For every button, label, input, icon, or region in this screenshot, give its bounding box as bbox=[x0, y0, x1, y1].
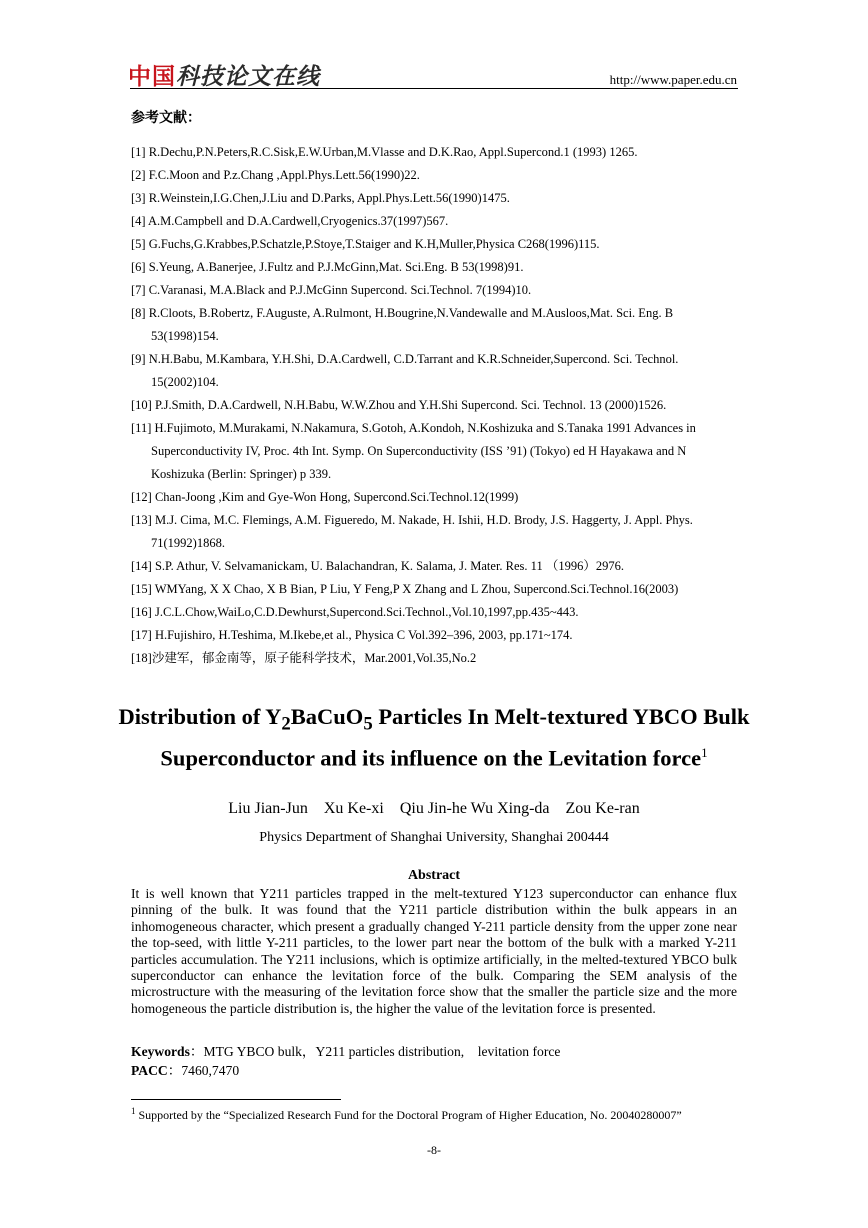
reference-item: [3] R.Weinstein,I.G.Chen,J.Liu and D.Parks, Appl.Phys.Lett.56(1990)1475. bbox=[131, 191, 510, 205]
logo-part1: 中国 bbox=[128, 64, 176, 90]
paper-title bbox=[100, 703, 768, 773]
reference-item: [16] J.C.L.Chow,WaiLo,C.D.Dewhurst,Supercond.Sci.Technol.,Vol.10,1997,pp.435~443. bbox=[131, 605, 579, 619]
abstract-heading: Abstract bbox=[407, 868, 461, 883]
affiliation: Physics Department of Shanghai University, Shanghai 200444 bbox=[259, 830, 609, 845]
pacc-value: 7460,7470 bbox=[181, 1063, 240, 1078]
reference-item: [1] R.Dechu,P.N.Peters,R.C.Sisk,E.W.Urban,M.Vlasse and D.K.Rao, Appl.Supercond.1 (1993) 1265. bbox=[131, 145, 638, 159]
pacc-separator: ： bbox=[167, 1063, 182, 1078]
reference-item: [17] H.Fujishiro, H.Teshima, M.Ikebe,et al., Physica C Vol.392–396, 2003, pp.171~174. bbox=[131, 628, 573, 642]
pacc-label: PACC bbox=[131, 1063, 168, 1078]
title-sub1: 2 bbox=[281, 713, 291, 735]
header-rule bbox=[130, 88, 738, 89]
reference-item: [14] S.P. Athur, V. Selvamanickam, U. Balachandran, K. Salama, J. Mater. Res. 11 （1996）2976. bbox=[131, 559, 624, 573]
reference-item: [15] WMYang, X X Chao, X B Bian, P Liu, Y Feng,P X Zhang and L Zhou, Supercond.Sci.Technol.16(2003) bbox=[131, 582, 679, 596]
reference-item: [8] R.Cloots, B.Robertz, F.Auguste, A.Rulmont, H.Bougrine,N.Vandewalle and M.Ausloos,Mat. Sci. Eng. B 53(1998)154. bbox=[131, 306, 674, 343]
title-footnote-mark: 1 bbox=[701, 745, 708, 760]
logo-part2: 科技论文在线 bbox=[176, 64, 320, 90]
title-part1: Distribution of Y bbox=[118, 704, 282, 729]
reference-item: [10] P.J.Smith, D.A.Cardwell, N.H.Babu, W.W.Zhou and Y.H.Shi Supercond. Sci. Technol. 13 (2000)1526. bbox=[131, 398, 667, 412]
reference-item: [5] G.Fuchs,G.Krabbes,P.Schatzle,P.Stoye,T.Staiger and K.H,Muller,Physica C268(1996)115. bbox=[131, 237, 600, 251]
footnote-text: Supported by the “Specialized Research Fund for the Doctoral Program of Higher Education, No. 20040280007” bbox=[135, 1108, 682, 1122]
keywords-separator: ： bbox=[189, 1044, 204, 1059]
reference-item: [18]沙建军，郁金南等，原子能科学技术，Mar.2001,Vol.35,No.2 bbox=[131, 651, 477, 665]
reference-list bbox=[131, 141, 741, 670]
header-url: http://www.paper.edu.cn bbox=[609, 72, 737, 87]
page-number: -8- bbox=[427, 1143, 441, 1157]
reference-item: [9] N.H.Babu, M.Kambara, Y.H.Shi, D.A.Cardwell, C.D.Tarrant and K.R.Schneider,Supercond. Sci. Technol. 15(2002)104. bbox=[131, 352, 679, 389]
pacc-line bbox=[131, 1059, 239, 1079]
abstract-text: It is well known that Y211 particles trapped in the melt-textured Y123 superconductor can enhance flux pinning of the bulk. It was found that the Y211 particle distribution within the bulk appears in an inhomogeneous character, which present a gradually changed Y-211 particle density from the upper zone near the top-seed, with little Y-211 particles, to the lower part near the bottom of the bulk with a marked Y-211 particles accumulation. The Y211 inclusions, which is optimize artificially, in the melted-textured YBCO bulk superconductor can enhance the levitation force of the bulk. Comparing the SEM analysis of the microstructure with the measuring of the levitation force show that the smaller the particle size and the more homogeneous the particle distribution is, the higher the value of the levitation force is presented. bbox=[131, 886, 737, 1016]
keywords-label: Keywords bbox=[131, 1044, 190, 1059]
reference-item: [2] F.C.Moon and P.z.Chang ,Appl.Phys.Lett.56(1990)22. bbox=[131, 168, 420, 182]
reference-item: [11] H.Fujimoto, M.Murakami, N.Nakamura, S.Gotoh, A.Kondoh, N.Koshizuka and S.Tanaka 1991 Advances in Superconductivity IV, Proc. 4th Int. Symp. On Superconductivity (ISS ’91) (Tokyo) ed H Hayakawa and N Koshizuka (Berlin: Springer) p 339. bbox=[131, 421, 696, 481]
keywords-line bbox=[131, 1040, 560, 1060]
title-sub2: 5 bbox=[363, 713, 373, 735]
footnote bbox=[131, 1106, 682, 1123]
title-part3: Particles In Melt-textured YBCO Bulk Superconductor and its influence on the Levitation force bbox=[160, 704, 750, 771]
author-list: Liu Jian-Jun Xu Ke-xi Qiu Jin-he Wu Xing-da Zou Ke-ran bbox=[228, 800, 640, 817]
reference-item: [12] Chan-Joong ,Kim and Gye-Won Hong, Supercond.Sci.Technol.12(1999) bbox=[131, 490, 519, 504]
footnote-rule bbox=[131, 1099, 341, 1100]
reference-item: [6] S.Yeung, A.Banerjee, J.Fultz and P.J.McGinn,Mat. Sci.Eng. B 53(1998)91. bbox=[131, 260, 524, 274]
references-heading: 参考文献： bbox=[131, 110, 201, 126]
reference-item: [4] A.M.Campbell and D.A.Cardwell,Cryogenics.37(1997)567. bbox=[131, 214, 449, 228]
keywords-value: MTG YBCO bulk，Y211 particles distribution, levitation force bbox=[203, 1044, 561, 1059]
footnote-mark: 1 bbox=[131, 1106, 136, 1116]
title-part2: BaCuO bbox=[290, 704, 364, 729]
reference-item: [7] C.Varanasi, M.A.Black and P.J.McGinn Supercond. Sci.Technol. 7(1994)10. bbox=[131, 283, 532, 297]
site-logo bbox=[128, 58, 320, 91]
reference-item: [13] M.J. Cima, M.C. Flemings, A.M. Figueredo, M. Nakade, H. Ishii, H.D. Brody, J.S. Haggerty, J. Appl. Phys. 71(1992)1868. bbox=[131, 513, 693, 550]
